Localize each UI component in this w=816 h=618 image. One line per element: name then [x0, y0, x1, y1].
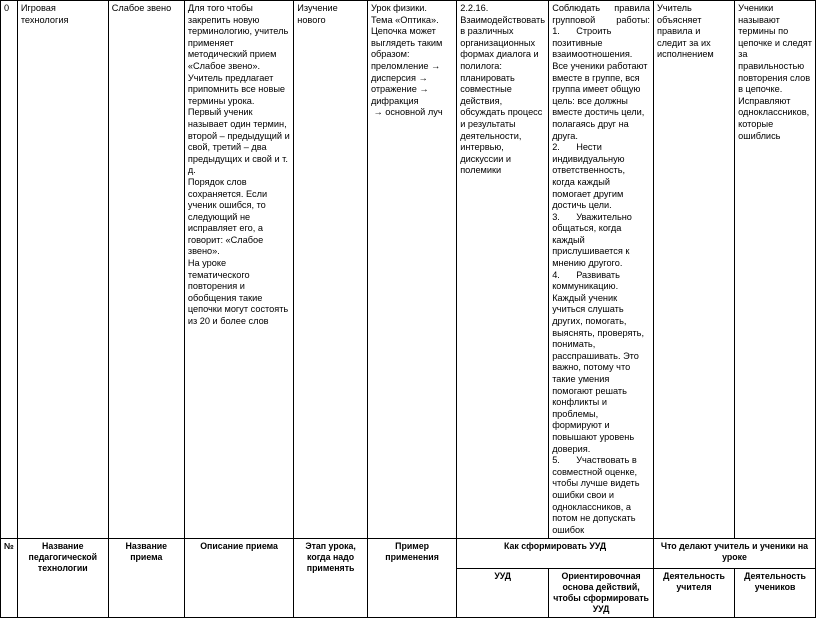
cell-students: Ученики называют термины по цепочке и следят за правильностью повторения слов в цепочке. Исправляют одноклассников, которые ошиблись [735, 1, 816, 539]
example-line: преломление → [370, 60, 441, 71]
cell-technology: Игровая технология [17, 1, 108, 539]
header-row [1, 539, 816, 569]
header-basis: Ориентировочная основа действий, чтобы сформировать УУД [549, 569, 654, 618]
header-number: № [1, 539, 18, 618]
example-line: отражение → [370, 84, 429, 95]
list-item: 1. Строить позитивные взаимоотношения. Все ученики работают вместе в группе, вся группа имеет общую цель: все должны вместе достичь цели, полагаясь друг на друга. [552, 26, 648, 141]
list-item: 2. Нести индивидуальную ответственность, когда каждый помогает другим достичь цели. [552, 142, 626, 211]
description-paragraph: На уроке тематического повторения и обобщения такие цепочки могут состоять из 20 и более слов [187, 258, 289, 327]
cell-description [184, 1, 293, 539]
cell-uud [457, 1, 549, 539]
header-students: Деятельность учеников [735, 569, 816, 618]
example-line: Урок физики. [370, 3, 427, 13]
description-paragraph: Учитель предлагает припомнить все новые термины урока. [187, 72, 286, 106]
uud-code: 2.2.16. [460, 3, 489, 13]
list-item: 3. Уважительно общаться, когда каждый прислушивается к мнению другого. [552, 211, 632, 269]
cell-stage: Изучение нового [294, 1, 368, 539]
header-how-uud: Как сформировать УУД [457, 539, 654, 569]
example-line: дисперсия → [370, 72, 428, 83]
header-uud: УУД [457, 569, 549, 618]
header-stage: Этап урока, когда надо применять [294, 539, 368, 618]
header-technology: Название педагогической технологии [17, 539, 108, 618]
table-row [1, 1, 816, 539]
cell-number: 0 [1, 1, 18, 539]
list-item: 4. Развивать коммуникацию. Каждый ученик учиться слушать других, помогать, выяснять, проверять, понимать, расспрашивать. Это важно, потому что такие умения помогают решать конфликты и проблемы, формируют и повышают уровень доверия. [552, 269, 644, 454]
header-technique: Название приема [108, 539, 184, 618]
cell-basis [549, 1, 654, 539]
list-item: 5. Участвовать в совместной оценке, чтобы лучше видеть ошибки свои и одноклассников, а потом не допускать ошибок [552, 455, 640, 535]
description-paragraph: Первый ученик называет один термин, второй – предыдущий и свой, третий – два предыдущих и свой и т. д. [187, 107, 290, 176]
header-teacher: Деятельность учителя [653, 569, 734, 618]
example-line: Цепочка может выглядеть таким образом: [370, 26, 443, 60]
basis-intro: Соблюдать правила групповой работы: [552, 3, 650, 25]
uud-text: Взаимодействовать в различных организационных формах диалога и полилога: планировать совместные действия, обсуждать процесс и результаты деятельности, интервью, дискуссии и полемики [460, 14, 545, 176]
header-example: Пример применения [367, 539, 456, 618]
header-description: Описание приема [184, 539, 293, 618]
header-what-do: Что делают учитель и ученики на уроке [653, 539, 815, 569]
example-line: дифракция [370, 95, 419, 106]
description-paragraph: Для того чтобы закрепить новую терминологию, учитель применяет методический прием «Слабое звено». [187, 3, 289, 71]
cell-technique: Слабое звено [108, 1, 184, 539]
description-paragraph: Порядок слов сохраняется. Если ученик ошибся, то следующий не исправляет его, а говорит: «Слабое звено». [187, 176, 268, 257]
cell-teacher: Учитель объясняет правила и следит за их исполнением [653, 1, 734, 539]
example-line: Тема «Оптика». [370, 14, 439, 25]
cell-example [367, 1, 456, 539]
example-line: → основной луч [370, 107, 443, 118]
